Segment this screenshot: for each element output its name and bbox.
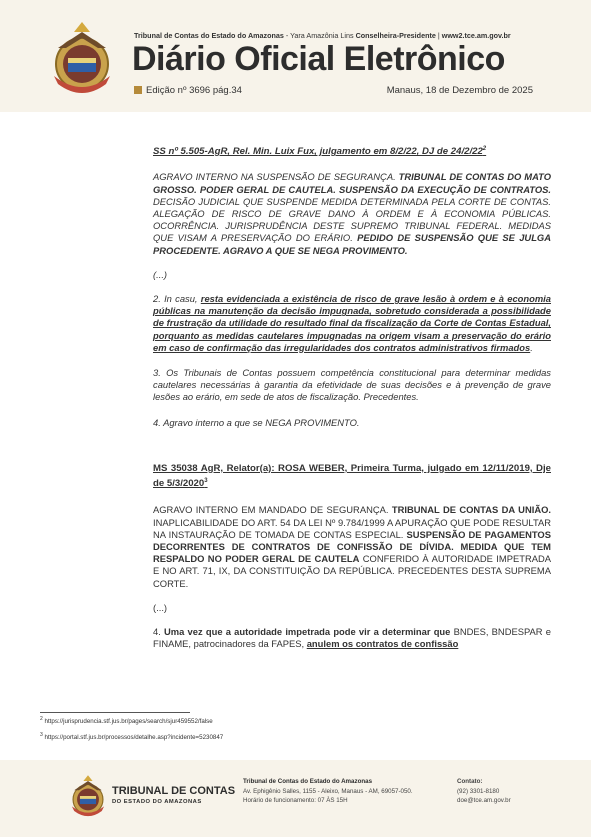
header-top-line: Tribunal de Contas do Estado do Amazonas - Yara Amazônia Lins Conselheira-Presidente | www2.tce.am.gov.br [134, 31, 511, 40]
ellipsis: (...) [153, 601, 168, 613]
text-span: AGRAVO INTERNO NA SUSPENSÃO DE SEGURANÇA. [153, 171, 399, 183]
text-span: DECISÃO JUDICIAL QUE SUSPENDE MEDIDA DETERMINADA PELA CORTE DE CONTAS. ALEGAÇÃO DE RISCO DE GRAVE DANO À ORDEM E À ECONOMIA PÚBLICAS. OCORRÊNCIA. JURISPRUDÊNCIA DESTE SUPREMO TRIBUNAL FEDERAL. MEDIDAS QUE VISAM A PRESERVAÇÃO DO ERÁRIO. [153, 195, 551, 244]
footnote-number: 2 [40, 716, 43, 722]
case2-heading-text: MS 35038 AgR, Relator(a): ROSA WEBER, Primeira Turma, julgado em 12/11/2019, Dje de 5/3/2020 [153, 462, 551, 490]
footnote-link[interactable]: https://jurisprudencia.stf.jus.br/pages/search/sjur459552/false [44, 718, 213, 726]
footnote-2[interactable] [40, 716, 213, 725]
footer-org: Tribunal de Contas do Estado do Amazonas [243, 778, 373, 785]
footer-contact [457, 777, 511, 806]
text-span: 4. [153, 626, 165, 638]
footnote-ref-2: 2 [482, 146, 487, 152]
text-span: CONFERIDO À AUTORIDADE IMPETRADA E NO ART. 71, IX, DA CONSTITUIÇÃO DA REPÚBLICA. PRECEDENTES DESTA SUPREMA CORTE. [153, 553, 551, 589]
footer-brand: TRIBUNAL DE CONTAS [112, 785, 236, 797]
tce-crest-icon [68, 773, 108, 819]
text-span: AGRAVO INTERNO EM MANDADO DE SEGURANÇA. [153, 504, 392, 516]
president-role: Conselheira-Presidente [355, 31, 436, 40]
footer-brand-sub: DO ESTADO DO AMAZONAS [112, 799, 202, 805]
contact-email[interactable]: doe@tce.am.gov.br [457, 797, 511, 804]
footnote-divider [40, 712, 190, 713]
edition-info [134, 85, 242, 96]
header [0, 0, 591, 112]
footnote-3[interactable] [40, 732, 223, 741]
case1-paragraph-4: 4. Agravo interno a que se NEGA PROVIMENTO. [153, 416, 360, 428]
case1-ementa [153, 171, 551, 256]
case1-paragraph-3: 3. Os Tribunais de Contas possuem competência constitucional para determinar medidas cautelares necessárias à garantia da efetividade de suas decisões e à prevenção de grave lesões ao erário, em sede de atos de fiscalização. Precedentes. [153, 367, 551, 403]
text-span: SUSPENSÃO DE PAGAMENTOS DECORRENTES DE CONTRATOS DE CONFISSÃO DE DÍVIDA. MEDIDA QUE TEM RESPALDO NO PODER GERAL DE CAUTELA [153, 528, 551, 565]
footer-hours: Horário de funcionamento: 07 ÀS 15H [243, 797, 348, 804]
footnote-number: 3 [40, 732, 43, 738]
website: www2.tce.am.gov.br [441, 31, 511, 40]
footnote-link[interactable]: https://portal.stf.jus.br/processos/detalhe.asp?incidente=5230847 [44, 734, 224, 742]
court-name: Tribunal de Contas do Estado do Amazonas [134, 31, 284, 40]
contact-label: Contato: [457, 778, 483, 785]
date-line: Manaus, 18 de Dezembro de 2025 [386, 85, 533, 96]
president-name: Yara Amazônia Lins [290, 31, 354, 40]
footer-info [243, 777, 413, 806]
tce-crest-icon [48, 18, 116, 98]
ellipsis: (...) [153, 268, 168, 280]
footnote-ref-3: 3 [204, 478, 208, 485]
footer [0, 760, 591, 837]
case1-paragraph-2 [153, 293, 551, 354]
text-span: anulem os contratos de confissão [306, 638, 459, 650]
case1-heading-text: SS nº 5.505-AgR, Rel. Min. Luix Fux, julgamento em 8/2/22, DJ de 24/2/22 [153, 146, 483, 158]
text-span: INAPLICABILIDADE DO ART. 54 DA LEI Nº 9.784/1999 A APURAÇÃO QUE PODE RESULTAR NA INSTAURAÇÃO DE TOMADA DE CONTAS ESPECIAL. [153, 516, 551, 540]
text-span: resta evidenciada a existência de risco de grave lesão à ordem e à economia públicas na manutenção da decisão impugnada, sobretudo considerada a possibilidade de frustração da utilidade do resultado final da fiscalização da Corte de Contas Estadual, porquanto as medidas cautelares impugnadas na origem visam a preservação do erário em caso de confirmação das irregularidades dos contratos administrativos firmados [153, 293, 551, 353]
text-span: PEDIDO DE SUSPENSÃO QUE SE JULGA PROCEDENTE. AGRAVO A QUE SE NEGA PROVIMENTO. [153, 232, 551, 256]
case2-paragraph-4 [153, 626, 551, 650]
contact-phone: (92) 3301-8180 [457, 787, 500, 795]
case2-ementa [153, 504, 551, 589]
page-title: Diário Oficial Eletrônico [132, 40, 505, 78]
edition-label: Edição nº 3696 pág.34 [146, 85, 242, 96]
case2-heading [153, 463, 551, 491]
case1-heading [153, 143, 551, 158]
document-body [153, 143, 551, 650]
text-span: 2. In casu, [153, 293, 201, 305]
footer-address: Av. Ephigênio Salles, 1155 - Aleixo, Manaus - AM, 69057-050. [243, 787, 413, 795]
text-span: BNDES, BNDESPAR e FINAME, patrocinadores da FAPES, [153, 626, 551, 650]
text-span: . [530, 341, 533, 353]
square-bullet-icon [134, 86, 142, 94]
text-span: TRIBUNAL DE CONTAS DO MATO GROSSO. PODER GERAL DE CAUTELA. SUSPENSÃO DA EXECUÇÃO DE CONTRATOS. [153, 171, 551, 195]
text-span: TRIBUNAL DE CONTAS DA UNIÃO. [391, 504, 551, 516]
text-span: Uma vez que a autoridade impetrada pode vir a determinar que [164, 626, 451, 638]
